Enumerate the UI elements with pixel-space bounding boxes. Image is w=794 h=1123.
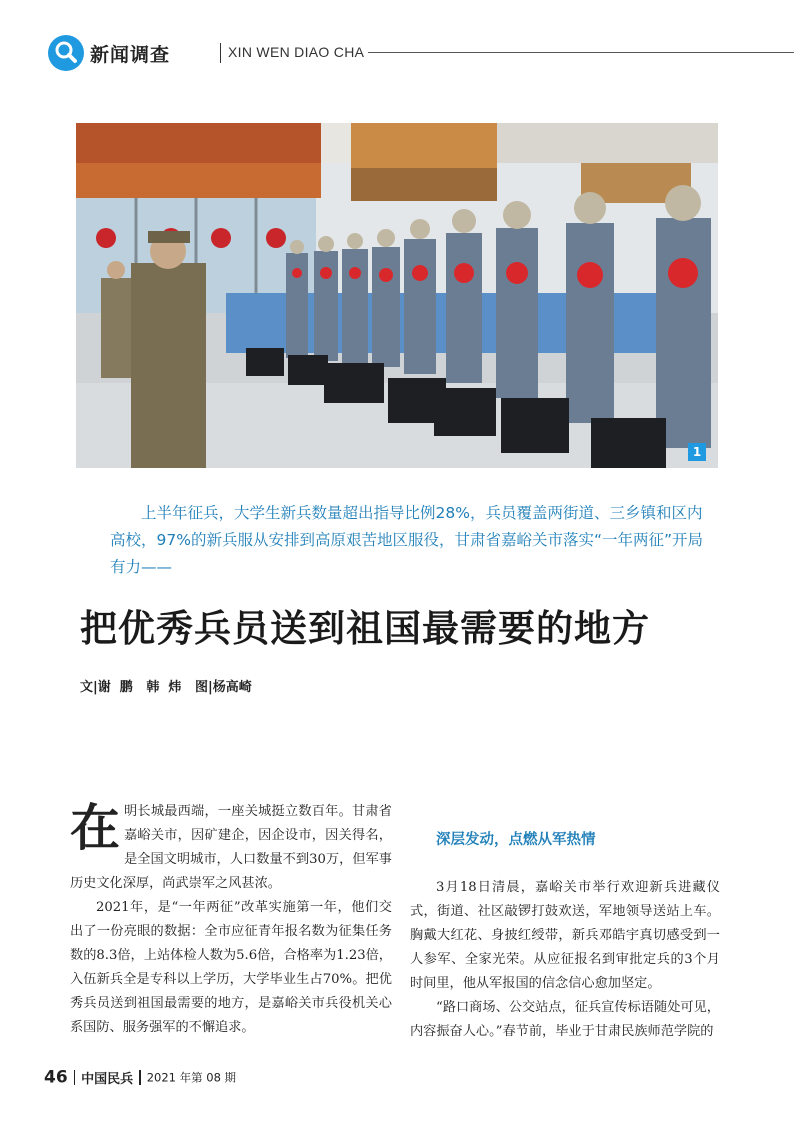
- page-footer: [44, 1067, 236, 1088]
- paragraph-2: 2021年，是“一年两征”改革实施第一年，他们交出了一份亮眼的数据：全市应征青年报名数为征集任务数的8.3倍，上站体检人数为5.6倍，合格率为1.23倍，入伍新兵全是专科以上学历，大学毕业生占70%。把优秀兵员送到祖国最需要的地方，是嘉峪关市兵役机关心系国防、服务强军的不懈追求。: [70, 900, 392, 1035]
- issue-label: 2021 年第 08 期: [146, 1070, 237, 1085]
- paragraph-3: 3月18日清晨，嘉峪关市举行欢迎新兵进藏仪式，街道、社区敲锣打鼓欢送，军地领导送站上车。胸戴大红花、身披红绶带，新兵邓皓宇真切感受到一人参军、全家光荣。从应征报名到审批定兵的3个月时间里，他从军报国的信念信心愈加坚定。: [410, 880, 720, 991]
- paragraph-1-text: 明长城最西端，一座关城挺立数百年。甘肃省嘉峪关市，因矿建企，因企设市，因关得名，是全国文明城市，人口数量不到30万，但军事历史文化深厚，尚武崇军之风甚浓。: [70, 804, 392, 891]
- page-number: 46: [44, 1067, 68, 1088]
- photo-number-badge: 1: [688, 443, 706, 461]
- paragraph-1: [70, 800, 392, 896]
- section-title: 新闻调查: [90, 44, 171, 66]
- lead-paragraph: 上半年征兵，大学生新兵数量超出指导比例28%，兵员覆盖两街道、三乡镇和区内高校，97%的新兵服从安排到高原艰苦地区服役，甘肃省嘉峪关市落实“一年两征”开局有力——: [110, 504, 704, 576]
- drop-cap: 在: [70, 798, 120, 857]
- article-photo: [76, 123, 718, 468]
- photo-illustration: [76, 123, 718, 468]
- section-heading: 深层发动，点燃从军热情: [436, 832, 596, 848]
- magazine-name: 中国民兵: [81, 1072, 134, 1087]
- footer-divider: [74, 1070, 76, 1085]
- article-title: 把优秀兵员送到祖国最需要的地方: [80, 607, 650, 650]
- article-left-column: [70, 800, 392, 1040]
- article-right-column: [410, 828, 720, 1044]
- paragraph-4: “路口商场、公交站点，征兵宣传标语随处可见，内容振奋人心。”春节前，毕业于甘肃民族师范学院的: [410, 1000, 720, 1039]
- magnifier-icon: [48, 35, 84, 71]
- header-divider: [220, 43, 221, 63]
- header-rule: [368, 52, 794, 53]
- byline: 文|谢 鹏 韩 炜 图|杨高崎: [80, 680, 252, 695]
- section-header: [48, 35, 794, 75]
- footer-divider-2: [139, 1070, 141, 1085]
- section-subtitle: XIN WEN DIAO CHA: [228, 44, 365, 60]
